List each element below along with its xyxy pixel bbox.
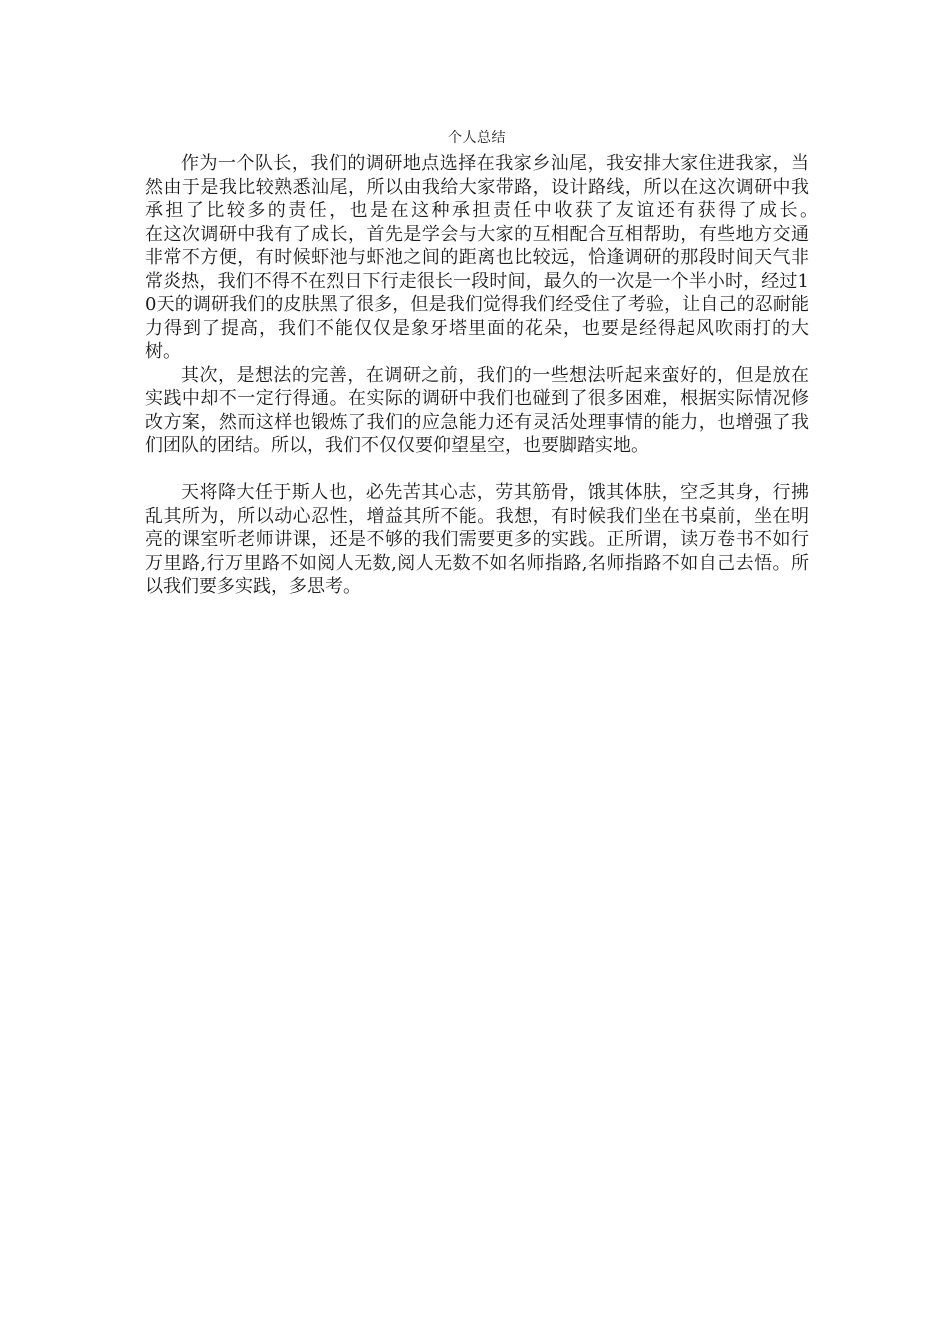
paragraph-2: 其次，是想法的完善，在调研之前，我们的一些想法听起来蛮好的，但是放在实践中却不一定行得通。在实际的调研中我们也碰到了很多困难，根据实际情况修改方案，然而这样也锻炼了我们的应急能力还有灵活处理事情的能力，也增强了我们团队的团结。所以，我们不仅仅要仰望星空，也要脚踏实地。 (145, 364, 809, 456)
blank-line (145, 458, 809, 482)
document-title: 个人总结 (448, 130, 506, 146)
paragraph-1: 作为一个队长，我们的调研地点选择在我家乡汕尾，我安排大家住进我家，当然由于是我比较熟悉汕尾，所以由我给大家带路，设计路线，所以在这次调研中我承担了比较多的责任，也是在这种承担责任中收获了友谊还有获得了成长。 在这次调研中我有了成长，首先是学会与大家的互相配合互相帮助，有些地方交通非常不方便，有时候虾池与虾池之间的距离也比较远，恰逢调研的那段时间天气非常炎热，我们不得不在烈日下行走很长一段时间，最久的一次是一个半小时，经过10天的调研我们的皮肤黑了很多，但是我们觉得我们经受住了考验，让自己的忍耐能力得到了提高，我们不能仅仅是象牙塔里面的花朵，也要是经得起风吹雨打的大树。 (145, 153, 935, 362)
paragraph-3: 天将降大任于斯人也，必先苦其心志，劳其筋骨，饿其体肤，空乏其身，行拂乱其所为，所以动心忍性，增益其所不能。我想，有时候我们坐在书桌前，坐在明亮的课室听老师讲课，还是不够的我们需要更多的实践。正所谓，读万卷书不如行万里路,行万里路不如阅人无数,阅人无数不如名师指路,名师指路不如自己去悟。所以我们要多实践，多思考。 (145, 482, 809, 597)
document-body (145, 128, 935, 599)
